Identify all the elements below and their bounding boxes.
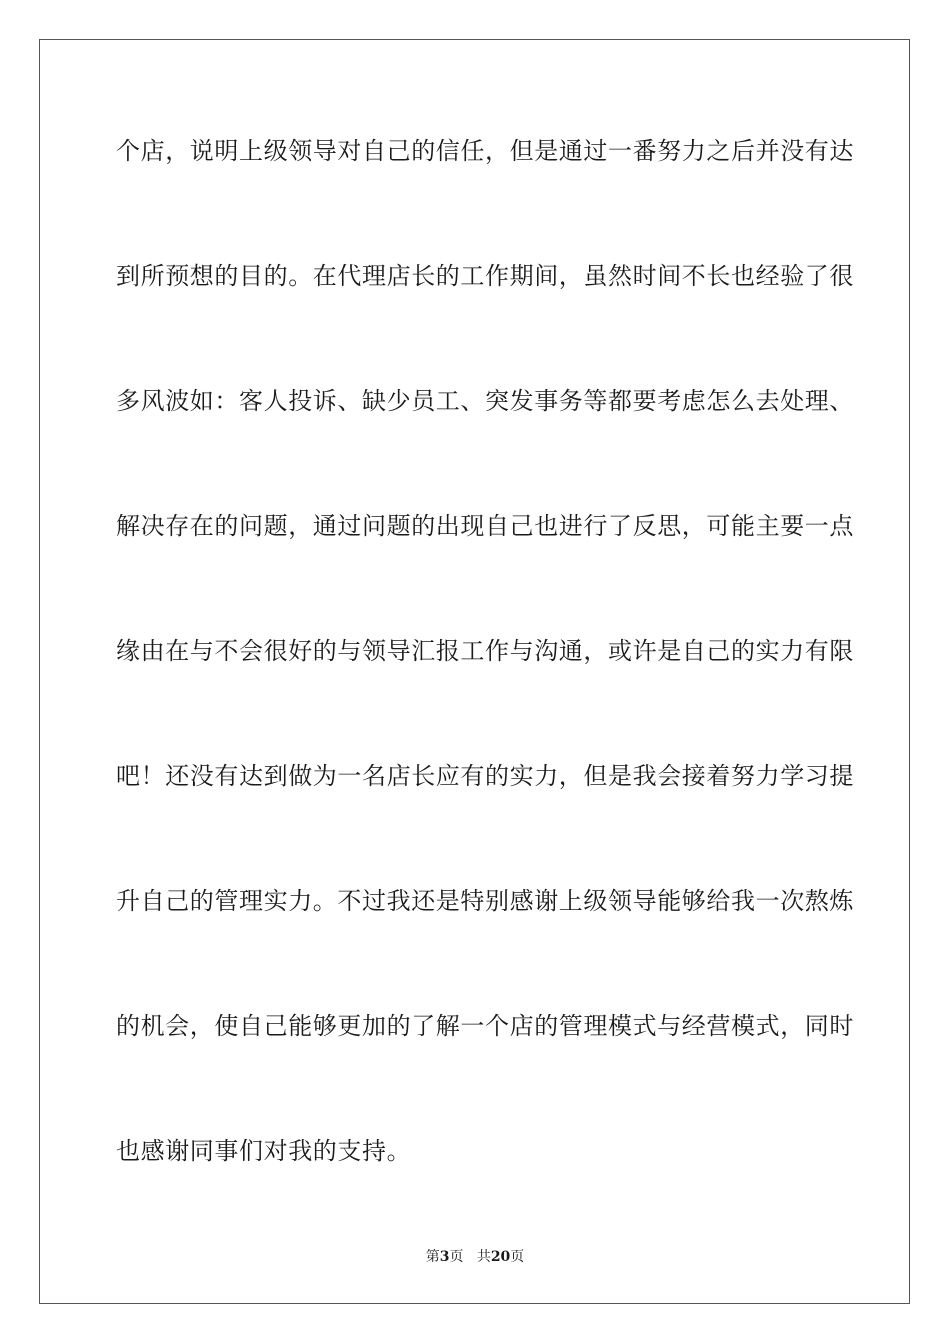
body-text-line: 个店，说明上级领导对自己的信任，但是通过一番努力之后并没有达 bbox=[116, 137, 854, 165]
body-text-line: 到所预想的目的。在代理店长的工作期间，虽然时间不长也经验了很 bbox=[116, 262, 854, 290]
total-label-prefix: 共 bbox=[476, 1249, 491, 1265]
total-label-suffix: 页 bbox=[510, 1249, 525, 1265]
body-text-line: 缘由在与不会很好的与领导汇报工作与沟通，或许是自己的实力有限 bbox=[116, 637, 854, 665]
page-label-prefix: 第 bbox=[425, 1249, 440, 1265]
body-text-line: 多风波如：客人投诉、缺少员工、突发事务等都要考虑怎么去处理、 bbox=[116, 387, 854, 415]
page-label-suffix: 页 bbox=[449, 1249, 464, 1265]
document-body bbox=[116, 126, 854, 1251]
body-text-line: 的机会，使自己能够更加的了解一个店的管理模式与经营模式，同时 bbox=[116, 1012, 854, 1040]
body-text-line: 升自己的管理实力。不过我还是特别感谢上级领导能够给我一次熬炼 bbox=[116, 887, 854, 915]
total-pages: 20 bbox=[490, 1249, 511, 1265]
body-text-line: 解决存在的问题，通过问题的出现自己也进行了反思，可能主要一点 bbox=[116, 512, 854, 540]
page-footer bbox=[0, 1247, 950, 1267]
body-text-line: 吧！还没有达到做为一名店长应有的实力，但是我会接着努力学习提 bbox=[116, 762, 854, 790]
page-number: 3 bbox=[439, 1249, 450, 1265]
body-text-line-last: 也感谢同事们对我的支持。 bbox=[116, 1137, 412, 1165]
